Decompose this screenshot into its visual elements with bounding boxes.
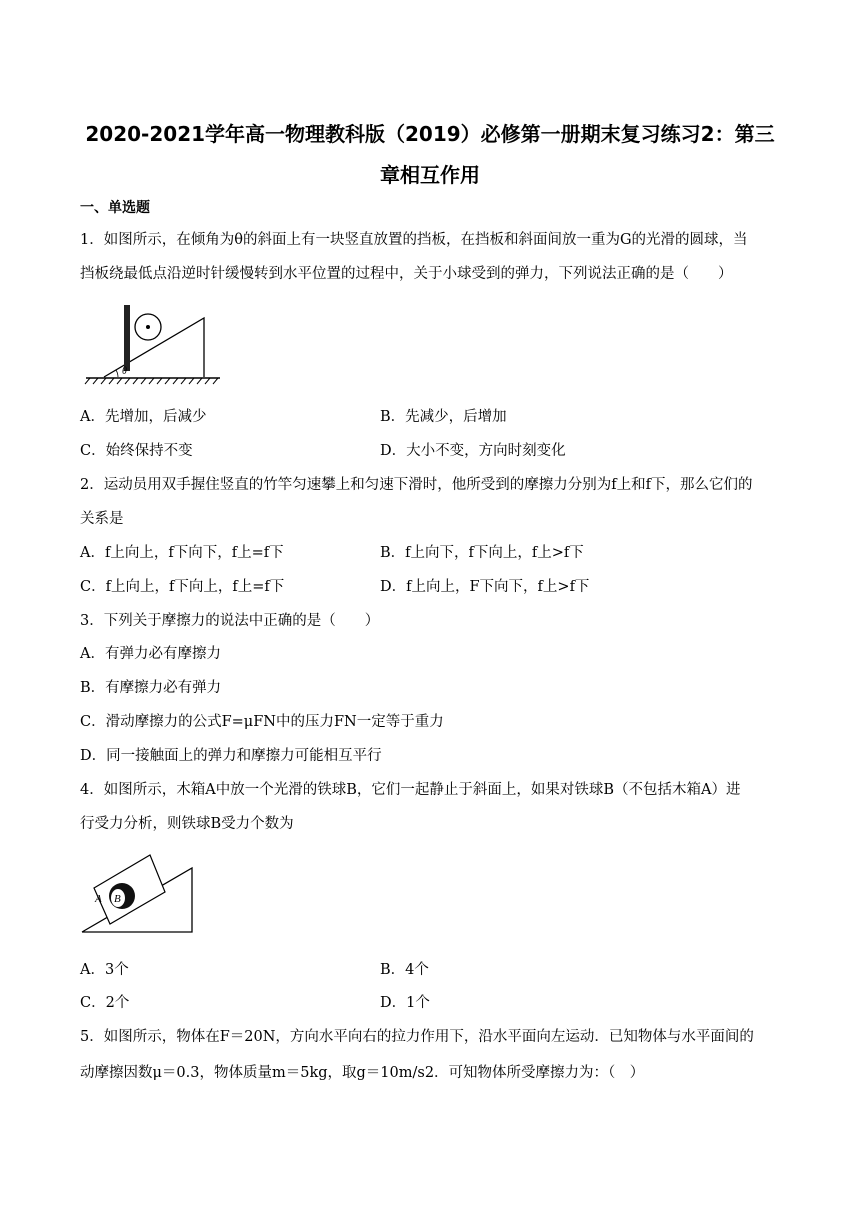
q4-label-a: A <box>95 893 102 905</box>
q3-option-c: C．滑动摩擦力的公式F=μFN中的压力FN一定等于重力 <box>80 714 444 730</box>
q2-text-line2: 关系是 <box>80 511 124 527</box>
q4-text-line1: 4．如图所示，木箱A中放一个光滑的铁球B，它们一起静止于斜面上，如果对铁球B（不包括木箱A）进 <box>80 782 741 798</box>
q2-option-a: A．f上向上，f下向下，f上=f下 <box>80 545 284 561</box>
page-title-line2: 章相互作用 <box>380 163 480 187</box>
q2-option-d: D．f上向上，F下向下，f上>f下 <box>380 579 590 595</box>
q3-text-line1: 3．下列关于摩擦力的说法中正确的是（ ） <box>80 613 380 629</box>
q1-option-d: D．大小不变，方向时刻变化 <box>380 443 566 459</box>
q2-text-line1: 2．运动员用双手握住竖直的竹竿匀速攀上和匀速下滑时，他所受到的摩擦力分别为f上和f下，那么它们的 <box>80 477 753 493</box>
q1-option-a: A．先增加，后减少 <box>80 409 207 425</box>
q5-text-line2: 动摩擦因数μ＝0.3，物体质量m＝5kg，取g＝10m/s2．可知物体所受摩擦力为：（ ） <box>80 1065 645 1081</box>
q1-option-b: B．先减少，后增加 <box>380 409 507 425</box>
section-heading: 一、单选题 <box>80 200 150 216</box>
q1-text-line2: 挡板绕最低点沿逆时针缓慢转到水平位置的过程中，关于小球受到的弹力，下列说法正确的是（ ） <box>80 266 733 282</box>
q1-figure <box>84 300 234 388</box>
q1-option-c: C．始终保持不变 <box>80 443 193 459</box>
q1-text-line1: 1．如图所示，在倾角为θ的斜面上有一块竖直放置的挡板，在挡板和斜面间放一重为G的光滑的圆球，当 <box>80 232 748 248</box>
q3-option-a: A．有弹力必有摩擦力 <box>80 646 221 662</box>
q2-option-c: C．f上向上，f下向上，f上=f下 <box>80 579 285 595</box>
q1-theta-label: θ <box>122 366 127 377</box>
q4-option-c: C．2个 <box>80 995 130 1011</box>
q4-text-line2: 行受力分析，则铁球B受力个数为 <box>80 816 294 832</box>
q2-option-b: B．f上向下，f下向上，f上>f下 <box>380 545 584 561</box>
q3-option-b: B．有摩擦力必有弹力 <box>80 680 222 696</box>
q4-option-d: D．1个 <box>380 995 430 1011</box>
q4-option-b: B．4个 <box>380 962 429 978</box>
q5-text-line1: 5．如图所示，物体在F＝20N，方向水平向右的拉力作用下，沿水平面向左运动．已知物体与水平面间的 <box>80 1029 754 1045</box>
q4-label-b: B <box>114 893 121 905</box>
page-title-line1: 2020-2021学年高一物理教科版（2019）必修第一册期末复习练习2：第三 <box>85 122 775 146</box>
q4-option-a: A．3个 <box>80 962 129 978</box>
q4-figure <box>80 850 198 936</box>
q3-option-d: D．同一接触面上的弹力和摩擦力可能相互平行 <box>80 748 382 764</box>
